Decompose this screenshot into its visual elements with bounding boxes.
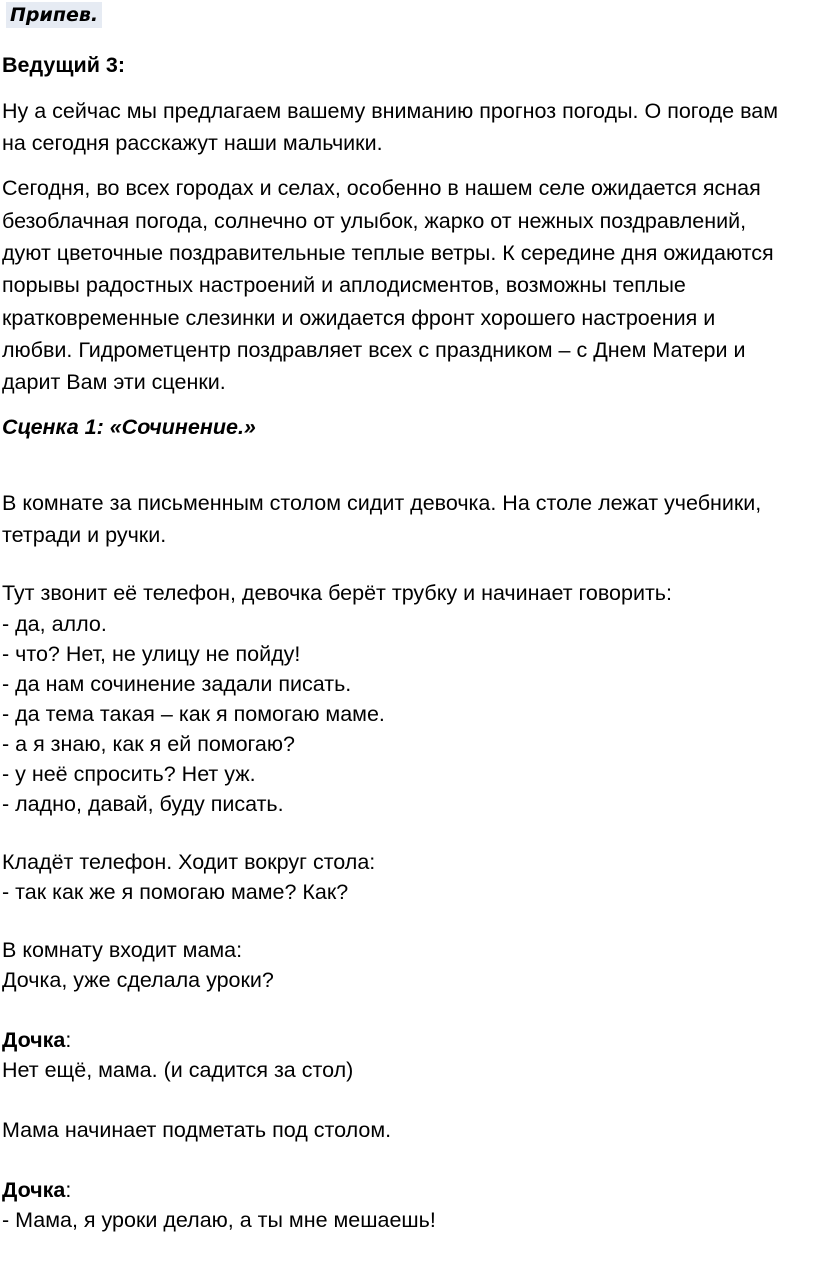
forecast-line: кратковременные слезинки и ожидается фронт хорошего настроения и [2, 306, 716, 330]
phone-line: - у неё спросить? Нет уж. [2, 762, 256, 786]
scene-title: Сценка 1: «Сочинение.» [2, 415, 256, 439]
setting-line: В комнате за письменным столом сидит девочка. На столе лежат учебники, [2, 491, 762, 515]
chorus-heading: Припев. [6, 2, 102, 28]
speaker-line [2, 1027, 71, 1053]
speaker-line [2, 1177, 71, 1203]
mom-enters-line: В комнату входит мама: [2, 938, 243, 962]
stage-direction: Мама начинает подметать под столом. [2, 1118, 392, 1142]
daughter-reply: Нет ещё, мама. (и садится за стол) [2, 1058, 354, 1082]
phone-line: - да нам сочинение задали писать. [2, 672, 352, 696]
host-label: Ведущий 3: [2, 53, 126, 77]
forecast-line: любви. Гидрометцентр поздравляет всех с праздником – с Днем Матери и [2, 338, 746, 362]
phone-line: - ладно, давай, буду писать. [2, 792, 284, 816]
phone-line: - да, алло. [2, 612, 107, 636]
colon: : [65, 1028, 72, 1052]
setting-line: тетради и ручки. [2, 523, 167, 547]
daughter-label: Дочка [2, 1178, 66, 1202]
intro-line: Ну а сейчас мы предлагаем вашему вниманию прогноз погоды. О погоде вам [2, 99, 779, 123]
mom-enters-line: Дочка, уже сделала уроки? [2, 968, 274, 992]
phone-line: - что? Нет, не улицу не пойду! [2, 642, 301, 666]
forecast-line: безоблачная погода, солнечно от улыбок, жарко от нежных поздравлений, [2, 209, 747, 233]
walk-line: - так как же я помогаю маме? Как? [2, 880, 349, 904]
colon: : [65, 1178, 72, 1202]
forecast-line: дарит Вам эти сценки. [2, 370, 226, 394]
forecast-line: порывы радостных настроений и аплодисментов, возможны теплые [2, 273, 686, 297]
daughter-label: Дочка [2, 1028, 66, 1052]
phone-line: - да тема такая – как я помогаю маме. [2, 702, 385, 726]
forecast-line: дуют цветочные поздравительные теплые ветры. К середине дня ожидаются [2, 241, 774, 265]
phone-line: Тут звонит её телефон, девочка берёт трубку и начинает говорить: [2, 581, 672, 605]
walk-line: Кладёт телефон. Ходит вокруг стола: [2, 850, 376, 874]
forecast-line: Сегодня, во всех городах и селах, особенно в нашем селе ожидается ясная [2, 176, 761, 200]
intro-line: на сегодня расскажут наши мальчики. [2, 131, 383, 155]
phone-line: - а я знаю, как я ей помогаю? [2, 732, 295, 756]
daughter-reply: - Мама, я уроки делаю, а ты мне мешаешь! [2, 1208, 436, 1232]
